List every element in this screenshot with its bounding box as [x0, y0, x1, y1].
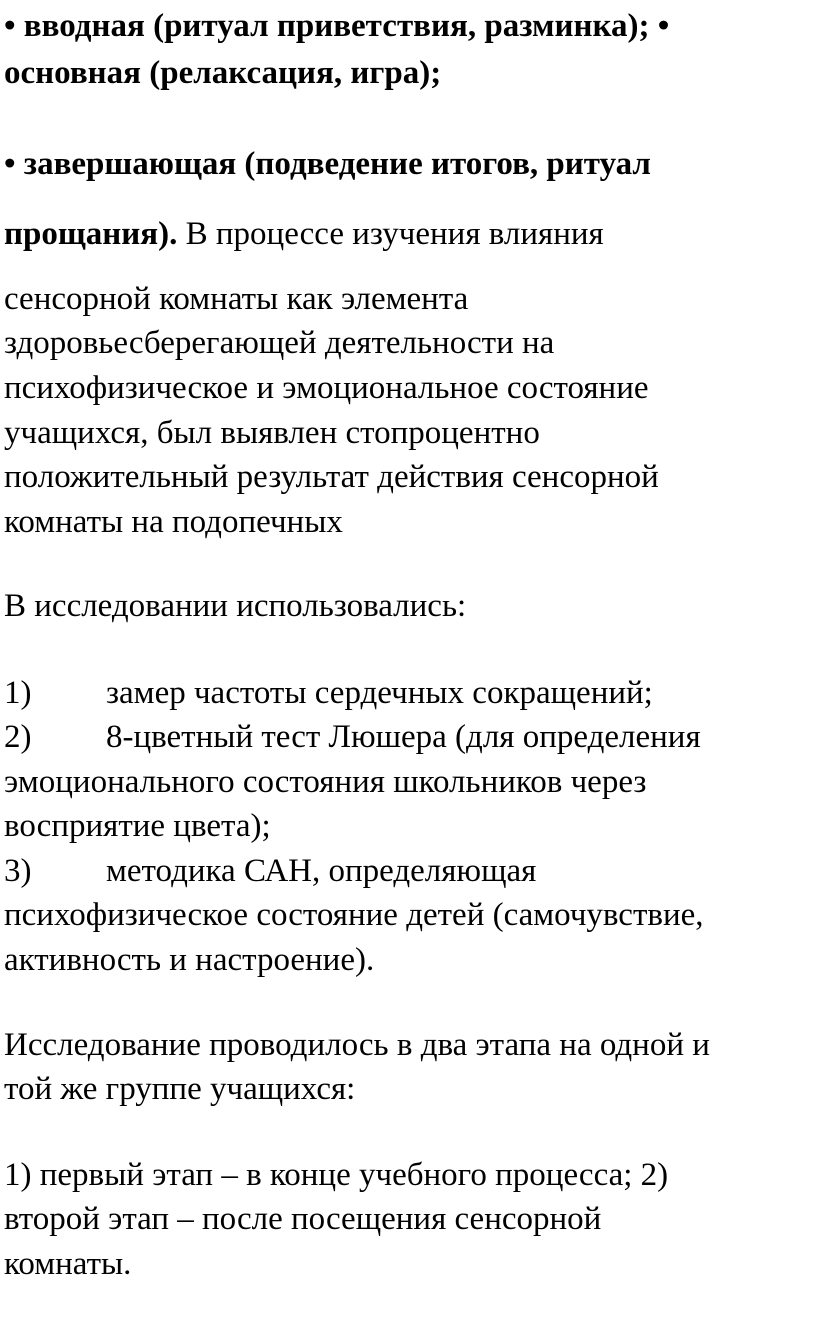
method-item-3 [4, 855, 536, 888]
paragraph-3-line-1: Исследование проводилось в два этапа на одной и [4, 1027, 710, 1063]
paragraph-1-line-4: учащихся, был выявлен стопроцентно [4, 415, 540, 451]
stage-list-final-bold: прощания). [4, 216, 178, 252]
stage-list-line-3: • завершающая (подведение итогов, ритуал [4, 146, 651, 182]
intro-sentence-start: В процессе изучения влияния [177, 216, 604, 252]
methods-intro: В исследовании использовались: [4, 588, 467, 624]
paragraph-1-line-5: положительный результат действия сенсорной [4, 459, 659, 495]
list-number: 2) [4, 719, 32, 755]
paragraph-4-line-3: комнаты. [4, 1246, 132, 1282]
list-item-text: 8-цветный тест Люшера (для определения [106, 719, 701, 755]
method-item-2-line-3: восприятие цвета); [4, 808, 271, 844]
stage-list-line-1: • вводная (ритуал приветствия, разминка); • [4, 8, 670, 44]
list-number: 3) [4, 853, 32, 889]
list-item-text: замер частоты сердечных сокращений; [106, 675, 653, 711]
stage-list-line-2: основная (релаксация, игра); [4, 55, 442, 91]
stage-list-line-4 [4, 218, 604, 251]
method-item-2 [4, 721, 701, 754]
paragraph-1-line-1: сенсорной комнаты как элемента [4, 281, 469, 317]
paragraph-1-line-6: комнаты на подопечных [4, 504, 343, 540]
paragraph-4-line-2: второй этап – после посещения сенсорной [4, 1201, 602, 1237]
paragraph-1-line-2: здоровьесберегающей деятельности на [4, 325, 555, 361]
list-item-text: методика САН, определяющая [106, 853, 537, 889]
method-item-1 [4, 677, 653, 710]
method-item-3-line-3: активность и настроение). [4, 942, 375, 978]
list-number: 1) [4, 675, 32, 711]
paragraph-1-line-3: психофизическое и эмоциональное состояние [4, 370, 649, 406]
paragraph-3-line-2: той же группе учащихся: [4, 1071, 356, 1107]
method-item-2-line-2: эмоционального состояния школьников через [4, 764, 647, 800]
paragraph-4-line-1: 1) первый этап – в конце учебного процесса; 2) [4, 1157, 669, 1193]
method-item-3-line-2: психофизическое состояние детей (самочувствие, [4, 897, 704, 933]
